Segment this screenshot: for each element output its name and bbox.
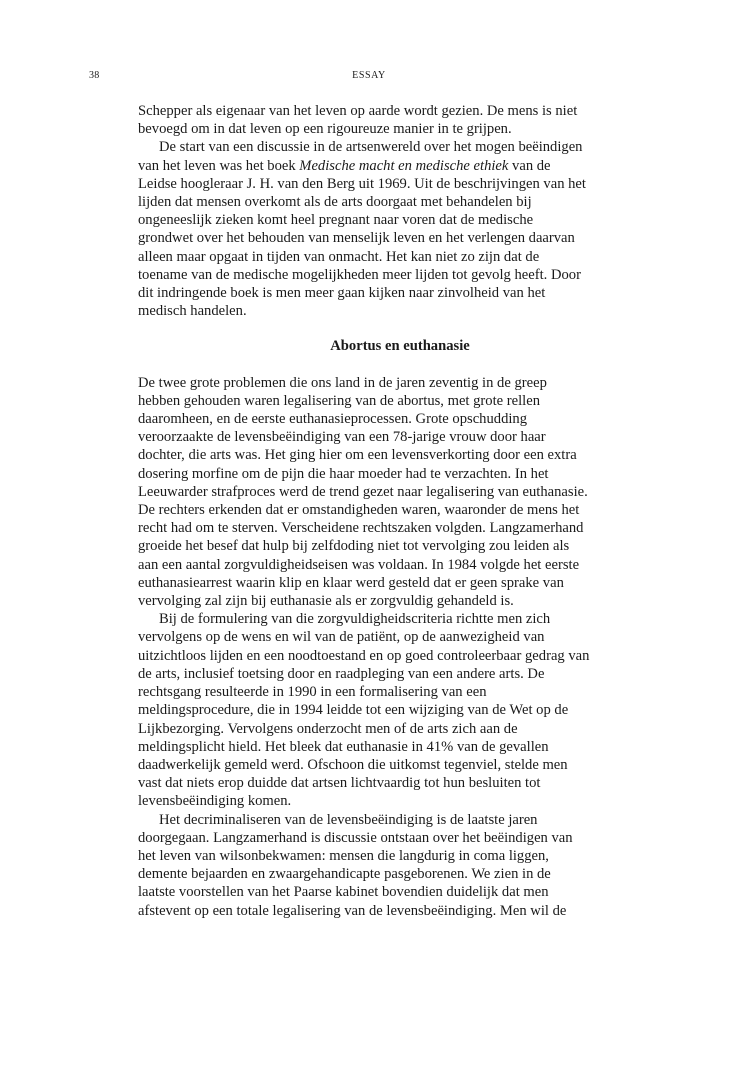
text-line: vast dat niets erop duidde dat artsen lichtvaardig tot hun besluiten tot	[138, 775, 541, 792]
text-line: euthanasiearrest waarin klip en klaar werd gesteld dat er geen sprake van	[138, 574, 564, 591]
text-line: daaromheen, en de eerste euthanasieprocessen. Grote opschudding	[138, 411, 528, 428]
text-line: dosering morfine om de pijn die haar moeder had te verzachten. In het	[138, 465, 549, 482]
text-line: dochter, die arts was. Het ging hier om een levensverkorting door een extra	[138, 447, 577, 464]
text-line: recht had om te sterven. Verscheidene rechtszaken volgden. Langzamerhand	[138, 520, 584, 537]
text-line: vervolging zal zijn bij euthanasie als er zorgvuldig gehandeld is.	[138, 593, 514, 610]
section-heading: Abortus en euthanasie	[330, 338, 470, 355]
text-line: grondwet over het behouden van menselijk leven en het verlengen daarvan	[138, 230, 575, 247]
text-line: afstevent op een totale legalisering van de levensbeëindiging. Men wil de	[138, 902, 567, 919]
text-line: hebben gehouden waren legalisering van de abortus, met grote rellen	[138, 392, 540, 409]
text-line: Bij de formulering van die zorgvuldigheidscriteria richtte men zich	[159, 611, 551, 628]
text-line: Schepper als eigenaar van het leven op aarde wordt gezien. De mens is niet	[138, 103, 578, 119]
body-text	[138, 102, 630, 920]
text-line: Leidse hoogleraar J. H. van den Berg uit 1969. Uit de beschrijvingen van het	[138, 175, 586, 192]
text-line: doorgegaan. Langzamerhand is discussie ontstaan over het beëindigen van	[138, 829, 573, 846]
text-line: meldingsprocedure, die in 1994 leidde tot een wijziging van de Wet op de	[138, 702, 569, 719]
text-line: laatste voorstellen van het Paarse kabinet bovendien duidelijk dat men	[138, 884, 549, 901]
text-line: medisch handelen.	[138, 303, 247, 320]
text-line: uitzichtloos lijden en een noodtoestand en op goed controleerbaar gedrag van	[138, 647, 590, 664]
text-line: Het decriminaliseren van de levensbeëindiging is de laatste jaren	[159, 811, 538, 828]
book-title: Medische macht en medische ethiek	[299, 157, 509, 174]
text-line: daadwerkelijk gemeld werd. Ofschoon die uitkomst tegenviel, stelde men	[138, 756, 568, 773]
text-line: De start van een discussie in de artsenwereld over het mogen beëindigen	[159, 139, 583, 156]
text-line: Lijkbezorging. Vervolgens onderzocht men of de arts zich aan de	[138, 720, 518, 737]
text-line: vervolgens op de wens en wil van de patiënt, op de aanwezigheid van	[138, 629, 545, 646]
text-line: dit indringende boek is men meer gaan kijken naar zinvolheid van het	[138, 285, 546, 302]
text-line: rechtsgang resulteerde in 1990 in een formalisering van een	[138, 684, 487, 701]
page-number: 38	[89, 70, 100, 81]
paragraph-3	[138, 374, 630, 611]
text-span: van de	[508, 157, 551, 174]
paragraph-2	[138, 138, 630, 320]
text-line: groeide het besef dat hulp bij zelfdoding niet tot vervolging zou leiden als	[138, 538, 570, 555]
text-line: ongeneeslijk zieken komt heel pregnant naar voren dat de medische	[138, 212, 534, 229]
paragraph-1	[138, 102, 630, 138]
text-line	[138, 157, 630, 175]
text-line: de arts, inclusief toetsing door en raadpleging van een andere arts. De	[138, 665, 545, 682]
text-line: aan een aantal zorgvuldigheidseisen was voldaan. In 1984 volgde het eerste	[138, 556, 580, 573]
text-span: van het leven was het boek	[138, 157, 300, 174]
text-line: Leeuwarder strafproces werd de trend gezet naar legalisering van euthanasie.	[138, 483, 588, 500]
text-line: toename van de medische mogelijkheden meer lijden tot gevolg heeft. Door	[138, 266, 581, 283]
text-line: De rechters erkenden dat er omstandigheden waren, waaronder de mens het	[138, 502, 580, 519]
text-line: De twee grote problemen die ons land in de jaren zeventig in de greep	[138, 374, 547, 391]
text-line: alleen maar opgaat in tijden van onmacht. Het kan niet zo zijn dat de	[138, 248, 540, 265]
text-line: demente bejaarden en zwaargehandicapte pasgeborenen. We zien in de	[138, 866, 551, 883]
text-line: het leven van wilsonbekwamen: mensen die langdurig in coma liggen,	[138, 847, 549, 864]
running-header: ESSAY	[352, 70, 386, 81]
text-line: levensbeëindiging komen.	[138, 793, 292, 810]
text-line: lijden dat mensen overkomt als de arts doorgaat met behandelen bij	[138, 194, 532, 211]
text-line: bevoegd om in dat leven op een rigoureuze manier in te grijpen.	[138, 121, 512, 138]
paragraph-4	[138, 610, 630, 810]
paragraph-5	[138, 811, 630, 920]
text-line: veroorzaakte de levensbeëindiging van een 78-jarige vrouw door haar	[138, 429, 546, 446]
text-line: meldingsplicht hield. Het bleek dat euthanasie in 41% van de gevallen	[138, 738, 549, 755]
